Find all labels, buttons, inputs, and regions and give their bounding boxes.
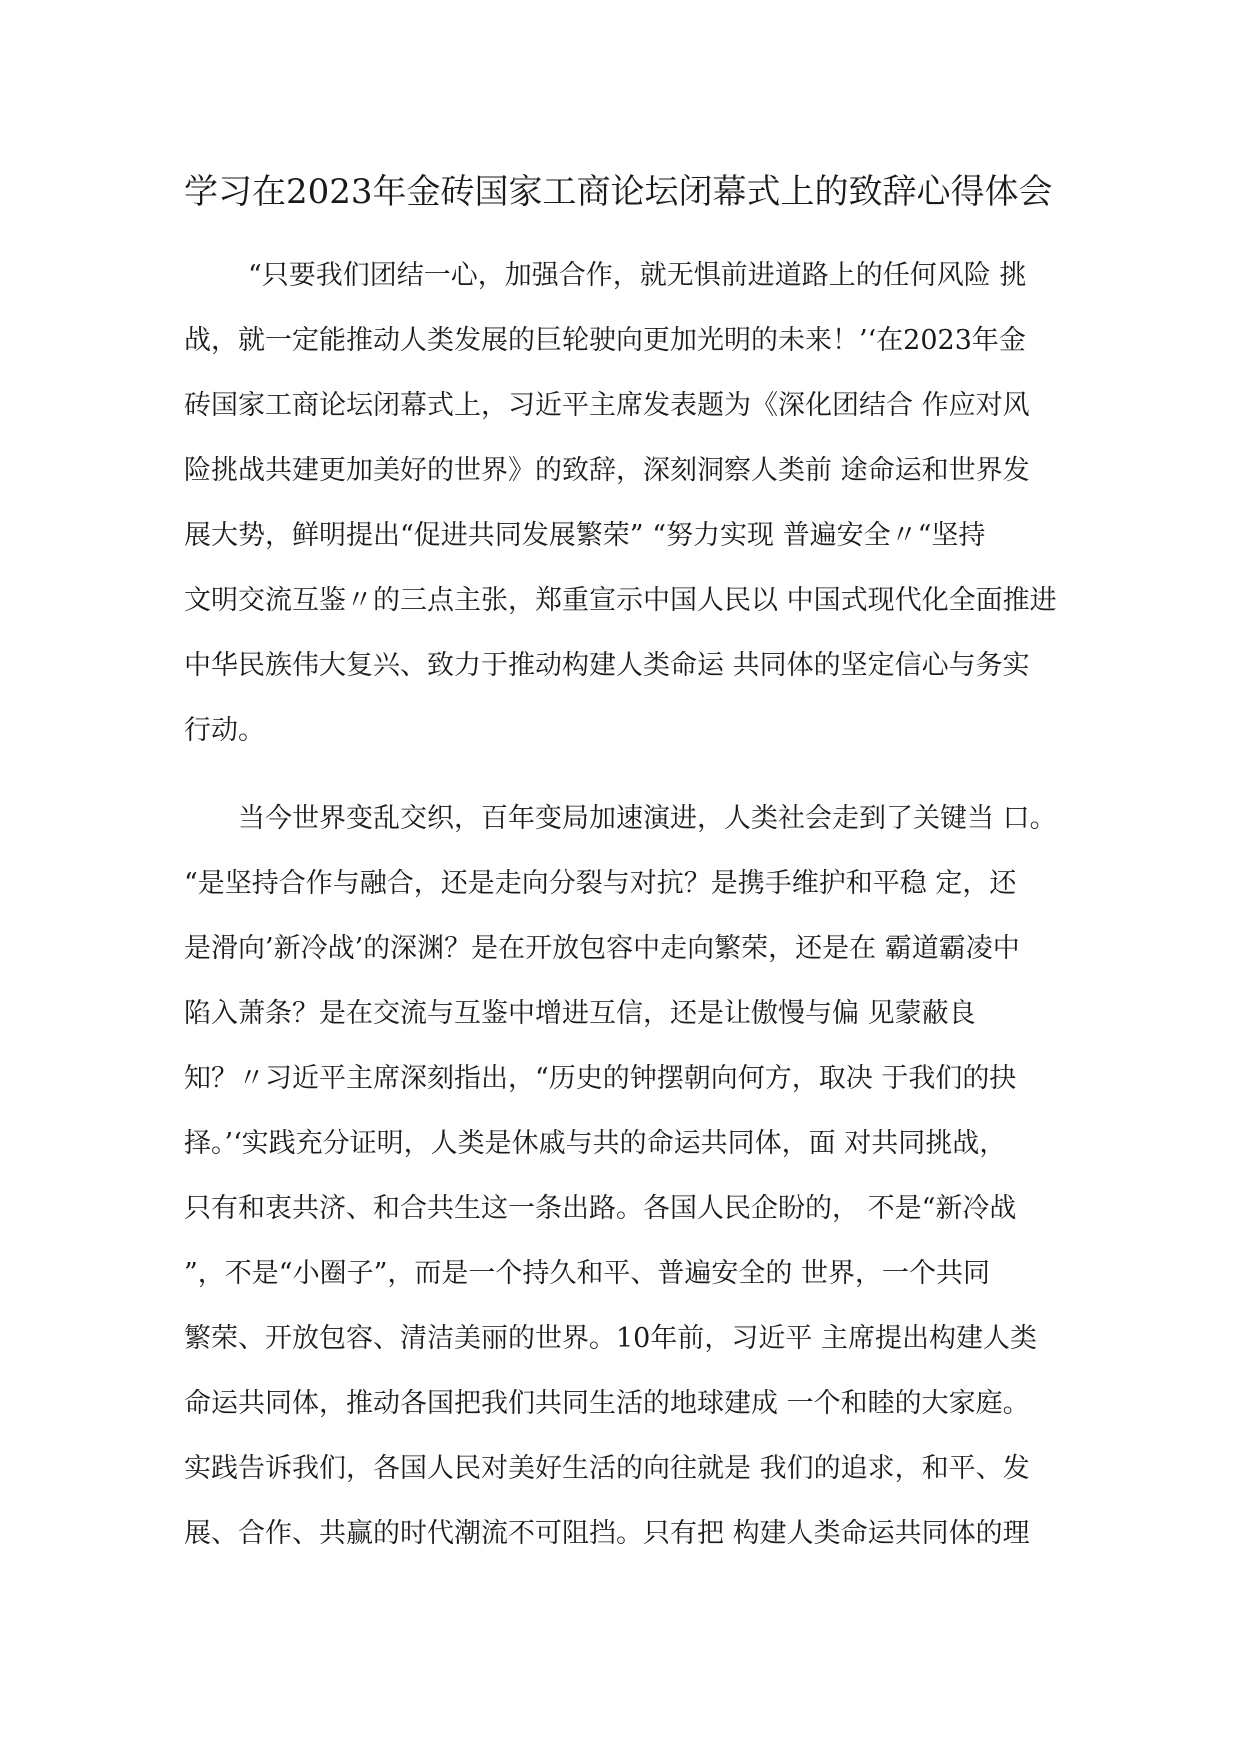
body-line: 行动。 <box>184 715 265 746</box>
body-line: ”，不是“小圈子”，而是一个持久和平、普遍安全的 世界，一个共同 <box>184 1258 990 1289</box>
body-line: 择。’‘实践充分证明，人类是休戚与共的命运共同体，面 对共同挑战， <box>184 1128 1007 1159</box>
body-line: 险挑战共建更加美好的世界》的致辞，深刻洞察人类前 途命运和世界发 <box>184 455 1030 486</box>
body-line: 只有和衷共济、和合共生这一条出路。各国人民企盼的， 不是“新冷战 <box>184 1193 1017 1224</box>
body-line: 文明交流互鉴〃的三点主张，郑重宣示中国人民以 中国式现代化全面推进 <box>184 585 1057 616</box>
body-line: 展、合作、共赢的时代潮流不可阻挡。只有把 构建人类命运共同体的理 <box>184 1518 1030 1549</box>
body-line: 砖国家工商论坛闭幕式上，习近平主席发表题为《深化团结合 作应对风 <box>184 390 1030 421</box>
body-line: “是坚持合作与融合，还是走向分裂与对抗？是携手维护和平稳 定，还 <box>184 868 1017 899</box>
body-line: 知？〃习近平主席深刻指出，“历史的钟摆朝向何方，取决 于我们的抉 <box>184 1063 1017 1094</box>
body-line: 命运共同体，推动各国把我们共同生活的地球建成 一个和睦的大家庭。 <box>184 1388 1030 1419</box>
document-title: 学习在2023年金砖国家工商论坛闭幕式上的致辞心得体会 <box>184 172 1053 212</box>
body-line: 战，就一定能推动人类发展的巨轮驶向更加光明的未来！’‘在2023年金 <box>184 325 1026 356</box>
body-line: 实践告诉我们，各国人民对美好生活的向往就是 我们的追求，和平、发 <box>184 1453 1030 1484</box>
body-line: 是滑向’新冷战’的深渊？是在开放包容中走向繁荣，还是在 霸道霸凌中 <box>184 933 1020 964</box>
body-line: 当今世界变乱交织，百年变局加速演进，人类社会走到了关键当 口。 <box>238 803 1057 834</box>
body-line: 繁荣、开放包容、清洁美丽的世界。10年前，习近平 主席提出构建人类 <box>184 1323 1037 1354</box>
body-line: 中华民族伟大复兴、致力于推动构建人类命运 共同体的坚定信心与务实 <box>184 650 1030 681</box>
body-line: “只要我们团结一心，加强合作，就无惧前进道路上的任何风险 挑 <box>248 260 1027 291</box>
body-line: 展大势，鲜明提出“促进共同发展繁荣” “努力实现 普遍安全〃“坚持 <box>184 520 986 551</box>
body-line: 陷入萧条？是在交流与互鉴中增进互信，还是让傲慢与偏 见蒙蔽良 <box>184 998 976 1029</box>
